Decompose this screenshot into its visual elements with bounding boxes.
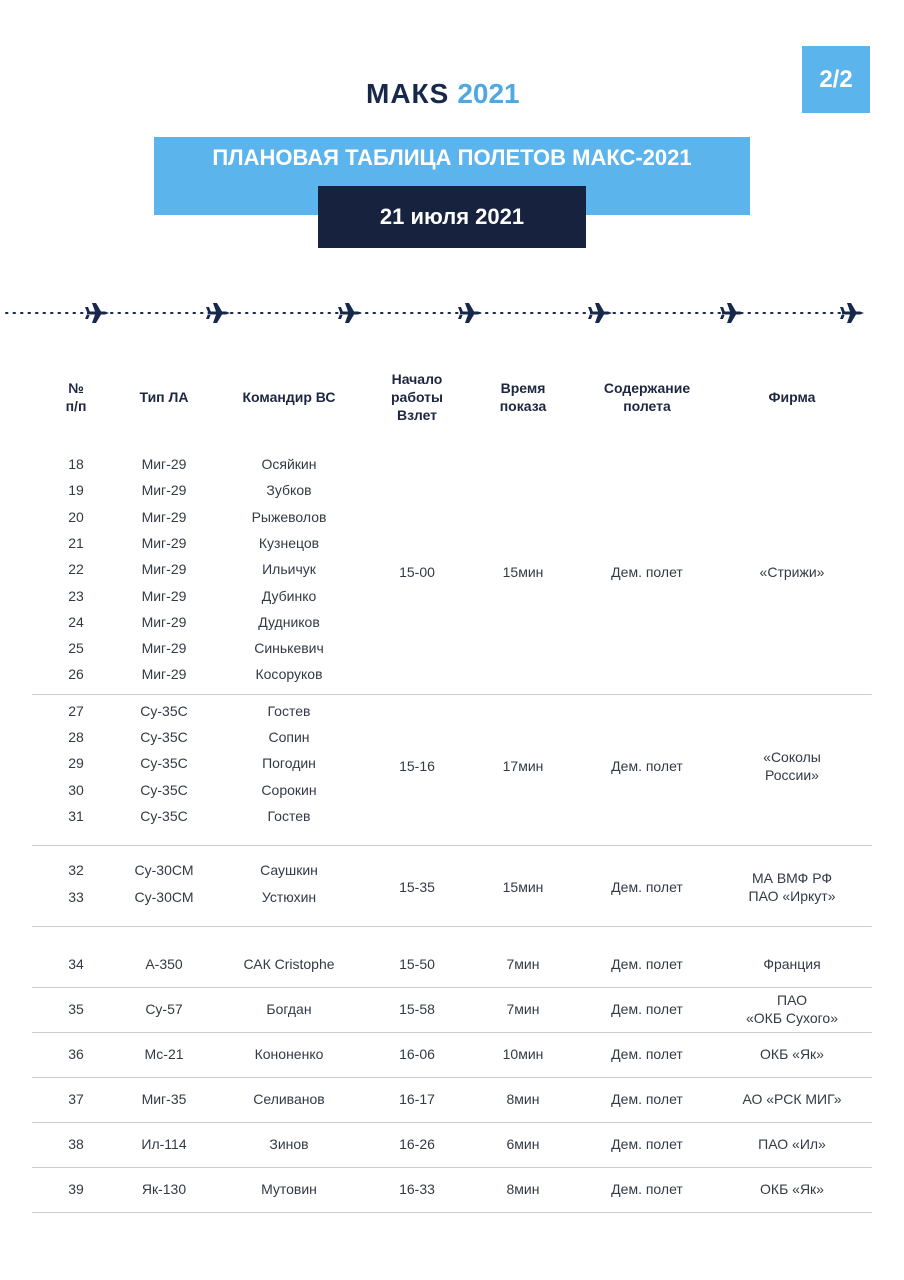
aircraft-type: Миг-29 xyxy=(141,508,187,525)
commander-name: Гостев xyxy=(267,702,311,719)
commander-name: Синькевич xyxy=(254,640,324,657)
header-duration: Время показа xyxy=(499,380,547,414)
row-divider xyxy=(32,845,872,846)
commander-name: Косоруков xyxy=(255,666,323,683)
aircraft-type: Миг-29 xyxy=(141,456,187,472)
start-time: 15-00 xyxy=(399,564,435,581)
flight-content: Дем. полет xyxy=(611,758,683,775)
commander-name: Сопин xyxy=(268,729,310,745)
show-duration: 7мин xyxy=(506,955,540,972)
start-time: 16-06 xyxy=(399,1045,435,1062)
row-number: 37 xyxy=(68,1090,84,1107)
row-number: 26 xyxy=(68,666,84,683)
show-duration: 17мин xyxy=(502,758,544,775)
logo-name: МАКS xyxy=(366,78,450,109)
aircraft-type: Су-57 xyxy=(145,1000,183,1017)
header-firm: Фирма xyxy=(768,389,816,405)
commander-name: Саушкин xyxy=(260,862,318,879)
plane-icon xyxy=(840,303,864,323)
flight-content: Дем. полет xyxy=(611,1135,683,1152)
commander-name: Сорокин xyxy=(261,781,317,798)
commander-name: САК Cristophe xyxy=(243,955,335,972)
row-divider xyxy=(32,987,872,988)
show-duration: 10мин xyxy=(502,1045,544,1062)
start-time: 15-16 xyxy=(399,758,435,775)
show-duration: 15мин xyxy=(502,564,544,581)
row-number: 36 xyxy=(68,1045,84,1062)
row-number: 24 xyxy=(68,613,84,630)
plane-icon xyxy=(85,303,109,323)
logo-year: 2021 xyxy=(457,78,520,109)
commander-name: Кузнецов xyxy=(258,534,320,551)
firm-name: Франция xyxy=(763,955,821,972)
commander-name: Устюхин xyxy=(261,888,317,905)
start-time: 15-50 xyxy=(399,955,435,972)
aircraft-type: Су-30СМ xyxy=(134,888,194,905)
row-number: 19 xyxy=(68,482,84,499)
flight-content: Дем. полет xyxy=(611,1045,683,1062)
header-flight-content: Содержание полета xyxy=(603,380,691,414)
row-number: 31 xyxy=(68,807,84,824)
commander-name: Ильичук xyxy=(262,561,316,578)
header-commander: Командир ВС xyxy=(242,389,336,405)
aircraft-type: Миг-35 xyxy=(141,1090,187,1107)
show-duration: 8мин xyxy=(506,1090,540,1107)
aircraft-type: Миг-29 xyxy=(141,561,187,578)
row-divider xyxy=(32,694,872,695)
row-number: 25 xyxy=(68,640,84,657)
row-divider xyxy=(32,926,872,927)
row-number: 38 xyxy=(68,1135,84,1152)
show-duration: 8мин xyxy=(506,1180,540,1197)
commander-name: Кононенко xyxy=(254,1045,324,1062)
firm-name: ОКБ «Як» xyxy=(760,1180,824,1197)
aircraft-type: Су-35С xyxy=(140,702,188,719)
row-number: 23 xyxy=(68,587,84,604)
page-indicator: 2/2 xyxy=(802,46,870,113)
row-divider xyxy=(32,1212,872,1213)
flight-content: Дем. полет xyxy=(611,955,683,972)
show-duration: 6мин xyxy=(506,1135,540,1152)
flight-content: Дем. полет xyxy=(611,878,683,895)
header-aircraft-type: Тип ЛА xyxy=(139,389,189,405)
aircraft-type: Су-35С xyxy=(140,781,188,798)
aircraft-type: А-350 xyxy=(145,955,183,972)
commander-name: Селиванов xyxy=(253,1090,325,1107)
show-duration: 7мин xyxy=(506,1000,540,1017)
flight-content: Дем. полет xyxy=(611,564,683,581)
row-number: 33 xyxy=(68,888,84,905)
aircraft-type: Миг-29 xyxy=(141,613,187,630)
flight-path-divider xyxy=(0,298,904,328)
header-start-time: Начало работы Взлет xyxy=(390,371,443,423)
row-divider xyxy=(32,1077,872,1078)
maks-logo xyxy=(366,76,520,112)
row-divider xyxy=(32,1167,872,1168)
aircraft-type: Су-35С xyxy=(140,729,188,745)
row-divider xyxy=(32,1122,872,1123)
plane-icon xyxy=(588,303,612,323)
flight-content: Дем. полет xyxy=(611,1090,683,1107)
plane-icon xyxy=(458,303,482,323)
flight-content: Дем. полет xyxy=(611,1000,683,1017)
firm-name: ОКБ «Як» xyxy=(760,1045,824,1062)
commander-name: Мутовин xyxy=(261,1180,317,1197)
row-number: 29 xyxy=(68,755,84,772)
start-time: 16-26 xyxy=(399,1135,435,1152)
row-number: 18 xyxy=(68,456,84,472)
commander-name: Погодин xyxy=(262,755,316,772)
commander-name: Дудников xyxy=(258,613,320,630)
firm-name: ПАО «Ил» xyxy=(758,1135,826,1152)
row-number: 27 xyxy=(68,702,84,719)
row-number: 35 xyxy=(68,1000,84,1017)
start-time: 16-17 xyxy=(399,1090,435,1107)
row-number: 20 xyxy=(68,508,84,525)
aircraft-type: Миг-29 xyxy=(141,482,187,499)
start-time: 16-33 xyxy=(399,1180,435,1197)
commander-name: Гостев xyxy=(267,807,311,824)
aircraft-type: Миг-29 xyxy=(141,587,187,604)
commander-name: Зубков xyxy=(266,482,312,499)
aircraft-type: Су-35С xyxy=(140,755,188,772)
aircraft-type: Ил-114 xyxy=(141,1135,187,1152)
row-number: 28 xyxy=(68,729,84,745)
commander-name: Осяйкин xyxy=(261,456,317,472)
plane-icon xyxy=(206,303,230,323)
aircraft-type: Су-30СМ xyxy=(134,862,194,879)
firm-name: «Стрижи» xyxy=(759,564,825,581)
start-time: 15-58 xyxy=(399,1000,435,1017)
row-divider xyxy=(32,1032,872,1033)
aircraft-type: Су-35С xyxy=(140,807,188,824)
row-number: 32 xyxy=(68,862,84,879)
firm-name: ПАО «ОКБ Сухого» xyxy=(745,991,839,1026)
page-title: ПЛАНОВАЯ ТАБЛИЦА ПОЛЕТОВ МАКС-2021 xyxy=(212,145,692,170)
commander-name: Дубинко xyxy=(261,587,317,604)
aircraft-type: Як-130 xyxy=(141,1180,187,1197)
row-number: 21 xyxy=(68,534,84,551)
aircraft-type: Мс-21 xyxy=(144,1045,184,1062)
commander-name: Зинов xyxy=(269,1135,309,1152)
firm-name: «Соколы России» xyxy=(763,749,821,784)
plane-icon xyxy=(720,303,744,323)
commander-name: Богдан xyxy=(266,1000,312,1017)
date-banner: 21 июля 2021 xyxy=(318,186,586,248)
row-number: 22 xyxy=(68,561,84,578)
start-time: 15-35 xyxy=(399,878,435,895)
header-number: № п/п xyxy=(65,380,87,414)
aircraft-type: Миг-29 xyxy=(141,534,187,551)
row-number: 30 xyxy=(68,781,84,798)
show-duration: 15мин xyxy=(502,878,544,895)
flight-content: Дем. полет xyxy=(611,1180,683,1197)
firm-name: АО «РСК МИГ» xyxy=(742,1090,842,1107)
row-number: 34 xyxy=(68,955,84,972)
firm-name: МА ВМФ РФ ПАО «Иркут» xyxy=(748,869,836,904)
row-number: 39 xyxy=(68,1180,84,1197)
aircraft-type: Миг-29 xyxy=(141,640,187,657)
aircraft-type: Миг-29 xyxy=(141,666,187,683)
plane-icon xyxy=(338,303,362,323)
commander-name: Рыжеволов xyxy=(251,508,327,525)
